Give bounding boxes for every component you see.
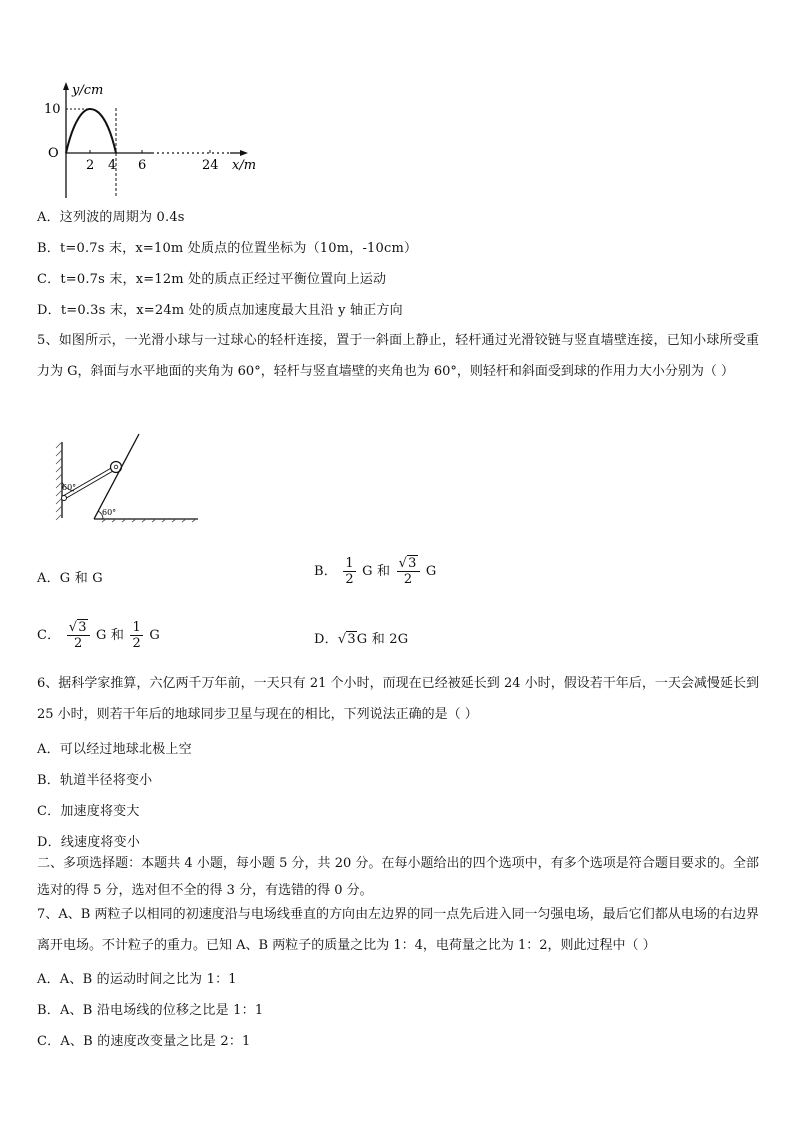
hinge <box>62 496 67 501</box>
slope-angle-label: 60° <box>102 508 117 517</box>
x-tick-24: 24 <box>202 158 219 173</box>
q4-option-d: D．t=0.3s 末，x=24m 处的质点加速度最大且沿 y 轴正方向 <box>37 303 403 318</box>
fraction: $\frac{√3}{2}$ <box>67 620 90 651</box>
x-tick-4: 4 <box>108 158 117 173</box>
q5-stem: 5、如图所示，一光滑小球与一过球心的轻杆连接，置于一斜面上静止，轻杆通过光滑铰链与竖直墙壁连接，已知小球所受重力为 G，斜面与水平地面的夹角为 60°，轻杆与竖直墙壁的夹角也为 60°，则轻杆和斜面受到球的作用力大小分别为（ ） <box>37 333 759 379</box>
q5-option-c: C． $\frac{√3}{2}$ G 和 $\frac{1}{2}$ G <box>37 620 160 651</box>
q7-option-b: B．A、B 沿电场线的位移之比是 1：1 <box>37 1003 264 1018</box>
q7-option-c: C．A、B 的速度改变量之比是 2：1 <box>37 1034 251 1049</box>
x-axis-label: x/m <box>232 158 257 173</box>
q6-stem: 6、据科学家推算，六亿两千万年前，一天只有 21 个小时，而现在已经被延长到 24 小时，假设若干年后，一天会减慢延长到 25 小时，则若干年后的地球同步卫星与现在的相比，下列说法正确的是（ ） <box>37 676 759 722</box>
wave-graph <box>40 80 270 200</box>
y-tick-10: 10 <box>44 102 61 117</box>
q5-option-a: A．G 和 G <box>37 571 103 586</box>
y-axis-label: y/cm <box>72 83 104 98</box>
q5-option-b: B． $\frac{1}{2}$ G 和 $\frac{√3}{2}$ G <box>314 556 437 587</box>
origin-label: O <box>48 146 59 161</box>
q6-option-b: B．轨道半径将变小 <box>37 773 153 788</box>
y-axis-arrow <box>63 82 69 90</box>
fraction: $\frac{1}{2}$ <box>132 620 141 651</box>
q4-option-c: C．t=0.7s 末，x=12m 处的质点正经过平衡位置向上运动 <box>37 272 387 287</box>
q4-option-a: A．这列波的周期为 0.4s <box>37 210 185 225</box>
q7-option-a: A．A、B 的运动时间之比为 1：1 <box>37 972 237 987</box>
x-tick-2: 2 <box>86 158 95 173</box>
x-axis-arrow <box>240 150 248 156</box>
wave-curve <box>66 109 116 153</box>
q4-option-b: B．t=0.7s 末，x=10m 处质点的位置坐标为（10m，-10cm） <box>37 241 418 256</box>
q6-option-d: D．线速度将变小 <box>37 835 141 850</box>
fraction: $\frac{1}{2}$ <box>345 556 354 587</box>
fraction: $\frac{√3}{2}$ <box>397 556 420 587</box>
q6-option-a: A．可以经过地球北极上空 <box>37 742 192 757</box>
q5-figure <box>50 430 210 530</box>
wall-angle-label: 60° <box>62 483 77 492</box>
slope <box>94 434 139 519</box>
section-2-instructions: 二、多项选择题：本题共 4 小题，每小题 5 分，共 20 分。在每小题给出的四个选项中，有多个选项是符合题目要求的。全部选对的得 5 分，选对但不全的得 3 分，有选错的得 0 分。 <box>37 856 759 898</box>
x-tick-6: 6 <box>138 158 147 173</box>
q6-option-c: C．加速度将变大 <box>37 804 140 819</box>
q7-stem: 7、A、B 两粒子以相同的初速度沿与电场线垂直的方向由左边界的同一点先后进入同一匀强电场，最后它们都从电场的右边界离开电场。不计粒子的重力。已知 A、B 两粒子的质量之比为 1：4，电荷量之比为 1：2，则此过程中（ ） <box>37 907 759 953</box>
q5-option-d: D．√3G 和 2G <box>314 632 409 647</box>
